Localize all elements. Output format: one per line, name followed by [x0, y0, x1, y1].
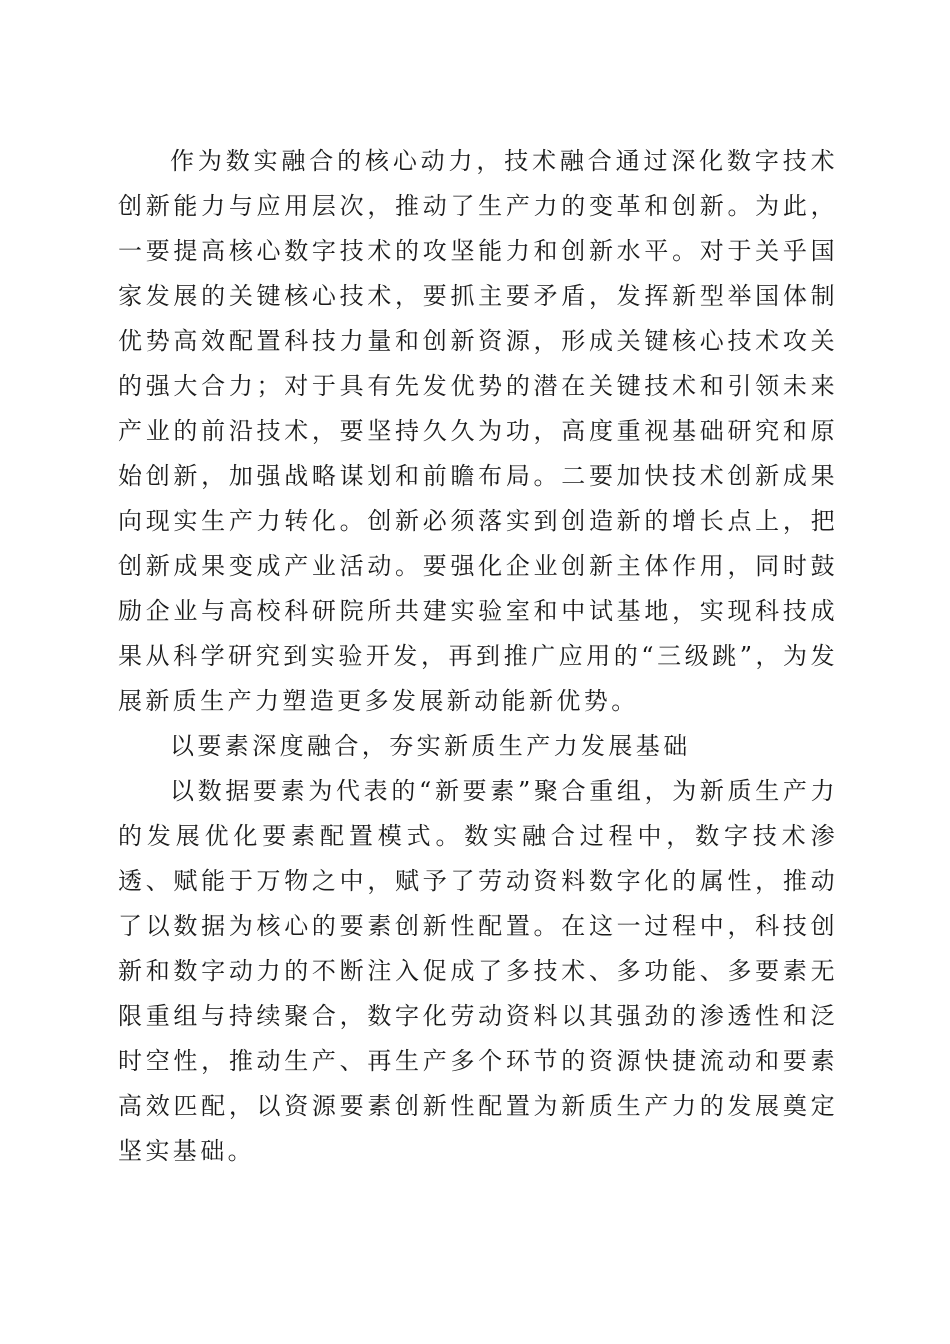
paragraph-technology-integration: 作为数实融合的核心动力，技术融合通过深化数字技术创新能力与应用层次，推动了生产力的变革和创新。为此，一要提高核心数字技术的攻坚能力和创新水平。对于关乎国家发展的关键核心技术，要抓主要矛盾，发挥新型举国体制优势高效配置科技力量和创新资源，形成关键核心技术攻关的强大合力；对于具有先发优势的潜在关键技术和引领未来产业的前沿技术，要坚持久久为功，高度重视基础研究和原始创新，加强战略谋划和前瞻布局。二要加快技术创新成果向现实生产力转化。创新必须落实到创造新的增长点上，把创新成果变成产业活动。要强化企业创新主体作用，同时鼓励企业与高校科研院所共建实验室和中试基地，实现科技成果从科学研究到实验开发，再到推广应用的“三级跳”，为发展新质生产力塑造更多发展新动能新优势。	[118, 147, 838, 715]
section-heading: 以要素深度融合，夯实新质生产力发展基础	[170, 732, 691, 760]
paragraph-factor-integration: 以数据要素为代表的“新要素”聚合重组，为新质生产力的发展优化要素配置模式。数实融合过程中，数字技术渗透、赋能于万物之中，赋予了劳动资料数字化的属性，推动了以数据为核心的要素创新性配置。在这一过程中，科技创新和数字动力的不断注入促成了多技术、多功能、多要素无限重组与持续聚合，数字化劳动资料以其强劲的渗透性和泛时空性，推动生产、再生产多个环节的资源快捷流动和要素高效匹配，以资源要素创新性配置为新质生产力的发展奠定坚实基础。	[118, 777, 838, 1165]
document-body	[118, 139, 838, 1174]
